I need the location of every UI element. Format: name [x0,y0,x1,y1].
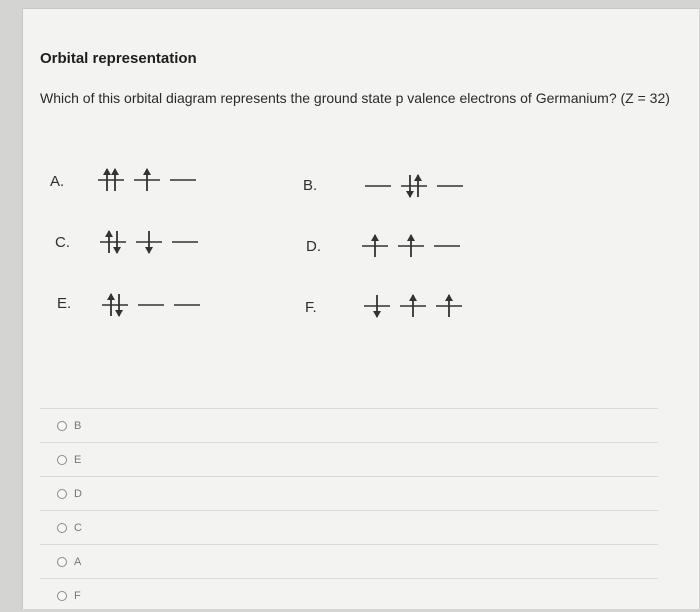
answer-letter: C [74,521,82,534]
answer-letter: D [74,487,82,500]
radio-button[interactable] [57,455,67,465]
question-heading: Orbital representation [40,50,197,67]
answer-choice-a[interactable] [40,544,658,578]
answer-choices [40,408,658,612]
option-label-d: D. [306,238,321,255]
answer-choice-e[interactable] [40,442,658,476]
radio-button[interactable] [57,421,67,431]
answer-letter: A [74,555,82,568]
answer-letter: F [74,589,81,602]
radio-button[interactable] [57,591,67,601]
question-text: Which of this orbital diagram represents the ground state p valence electrons of Germanium? (Z = 32) [40,90,670,106]
answer-letter: B [74,419,82,432]
answer-choice-b[interactable] [40,408,658,442]
option-label-c: C. [55,234,70,251]
option-label-a: A. [50,173,65,190]
orbital-box-down [364,295,390,318]
orbital-box-up [436,294,462,317]
option-label-e: E. [57,295,72,312]
answer-choice-d[interactable] [40,476,658,510]
option-label-f: F. [305,299,317,316]
answer-choice-c[interactable] [40,510,658,544]
radio-button[interactable] [57,557,67,567]
radio-button[interactable] [57,523,67,533]
option-label-b: B. [303,177,318,194]
orbital-box-up [400,294,426,317]
answer-letter: E [74,453,82,466]
answer-choice-f[interactable] [40,578,658,612]
radio-button[interactable] [57,489,67,499]
